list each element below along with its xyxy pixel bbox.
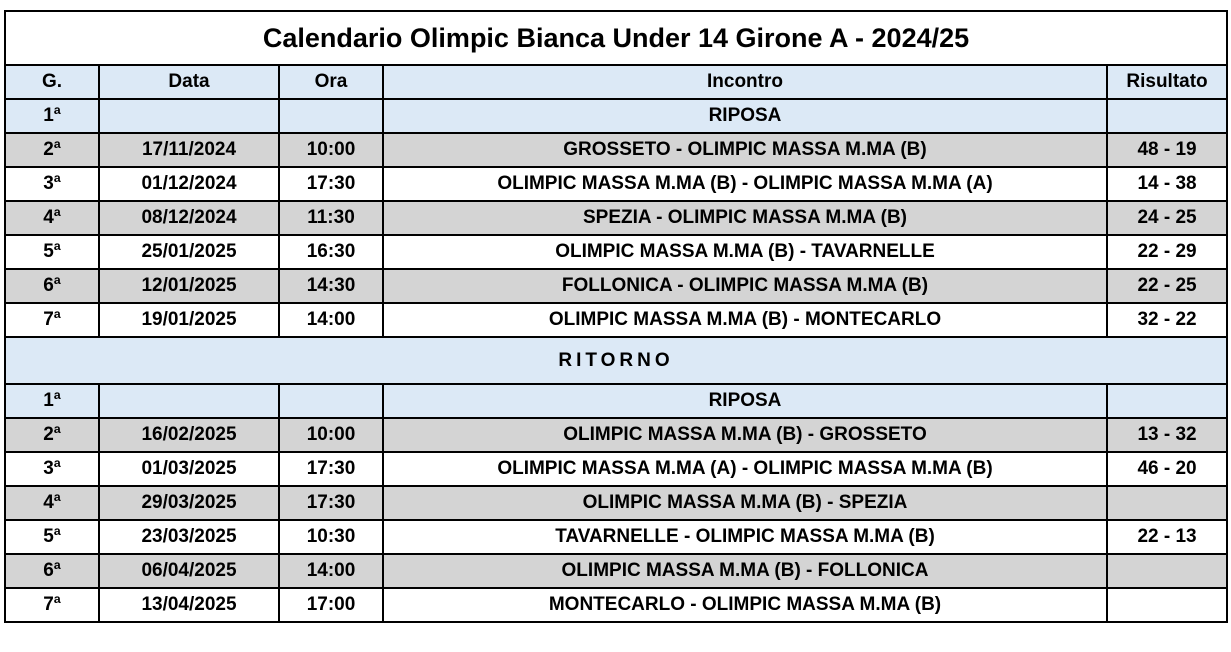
cell-data: 13/04/2025 — [99, 588, 279, 622]
cell-g: 3ª — [5, 167, 99, 201]
cell-risultato: 24 - 25 — [1107, 201, 1227, 235]
page-title: Calendario Olimpic Bianca Under 14 Girone A - 2024/25 — [5, 11, 1227, 65]
cell-data: 16/02/2025 — [99, 418, 279, 452]
cell-ora: 17:00 — [279, 588, 383, 622]
cell-g: 1ª — [5, 384, 99, 418]
cell-incontro: FOLLONICA - OLIMPIC MASSA M.MA (B) — [383, 269, 1107, 303]
header-ora: Ora — [279, 65, 383, 99]
cell-incontro: SPEZIA - OLIMPIC MASSA M.MA (B) — [383, 201, 1107, 235]
cell-risultato: 48 - 19 — [1107, 133, 1227, 167]
cell-risultato: 32 - 22 — [1107, 303, 1227, 337]
cell-incontro: RIPOSA — [383, 384, 1107, 418]
table-row — [5, 418, 1227, 452]
cell-data: 19/01/2025 — [99, 303, 279, 337]
cell-ora: 10:00 — [279, 133, 383, 167]
cell-g: 4ª — [5, 486, 99, 520]
cell-ora: 11:30 — [279, 201, 383, 235]
header-incontro: Incontro — [383, 65, 1107, 99]
cell-risultato — [1107, 486, 1227, 520]
cell-risultato — [1107, 588, 1227, 622]
table-row — [5, 235, 1227, 269]
header-data: Data — [99, 65, 279, 99]
cell-g: 4ª — [5, 201, 99, 235]
cell-data: 01/12/2024 — [99, 167, 279, 201]
table-row — [5, 588, 1227, 622]
cell-g: 1ª — [5, 99, 99, 133]
cell-g: 5ª — [5, 235, 99, 269]
cell-risultato — [1107, 99, 1227, 133]
cell-ora — [279, 99, 383, 133]
table-row — [5, 384, 1227, 418]
section-row — [5, 337, 1227, 384]
cell-ora: 17:30 — [279, 452, 383, 486]
cell-incontro: OLIMPIC MASSA M.MA (B) - TAVARNELLE — [383, 235, 1107, 269]
cell-data: 12/01/2025 — [99, 269, 279, 303]
cell-data: 17/11/2024 — [99, 133, 279, 167]
cell-ora: 16:30 — [279, 235, 383, 269]
table-row — [5, 486, 1227, 520]
cell-risultato — [1107, 554, 1227, 588]
cell-ora: 17:30 — [279, 486, 383, 520]
cell-ora: 14:00 — [279, 554, 383, 588]
cell-ora: 14:30 — [279, 269, 383, 303]
cell-data — [99, 99, 279, 133]
cell-risultato: 13 - 32 — [1107, 418, 1227, 452]
cell-risultato: 22 - 29 — [1107, 235, 1227, 269]
cell-risultato: 46 - 20 — [1107, 452, 1227, 486]
table-row — [5, 520, 1227, 554]
table-row — [5, 133, 1227, 167]
cell-incontro: OLIMPIC MASSA M.MA (B) - OLIMPIC MASSA M.MA (A) — [383, 167, 1107, 201]
cell-data: 08/12/2024 — [99, 201, 279, 235]
header-risultato: Risultato — [1107, 65, 1227, 99]
header-row — [5, 65, 1227, 99]
cell-risultato — [1107, 384, 1227, 418]
cell-ora: 10:00 — [279, 418, 383, 452]
cell-incontro: MONTECARLO - OLIMPIC MASSA M.MA (B) — [383, 588, 1107, 622]
cell-risultato: 22 - 25 — [1107, 269, 1227, 303]
schedule-sheet — [4, 10, 1226, 623]
schedule-table — [4, 10, 1228, 623]
cell-incontro: GROSSETO - OLIMPIC MASSA M.MA (B) — [383, 133, 1107, 167]
table-row — [5, 303, 1227, 337]
title-row — [5, 11, 1227, 65]
cell-ora — [279, 384, 383, 418]
cell-ora: 17:30 — [279, 167, 383, 201]
cell-g: 6ª — [5, 269, 99, 303]
cell-g: 2ª — [5, 133, 99, 167]
cell-incontro: OLIMPIC MASSA M.MA (A) - OLIMPIC MASSA M.MA (B) — [383, 452, 1107, 486]
cell-g: 7ª — [5, 303, 99, 337]
cell-g: 6ª — [5, 554, 99, 588]
cell-data: 01/03/2025 — [99, 452, 279, 486]
cell-incontro: OLIMPIC MASSA M.MA (B) - GROSSETO — [383, 418, 1107, 452]
cell-ora: 10:30 — [279, 520, 383, 554]
cell-g: 2ª — [5, 418, 99, 452]
cell-g: 7ª — [5, 588, 99, 622]
table-row — [5, 269, 1227, 303]
cell-data: 25/01/2025 — [99, 235, 279, 269]
cell-risultato: 22 - 13 — [1107, 520, 1227, 554]
table-row — [5, 201, 1227, 235]
cell-data: 06/04/2025 — [99, 554, 279, 588]
cell-incontro: RIPOSA — [383, 99, 1107, 133]
cell-g: 3ª — [5, 452, 99, 486]
table-row — [5, 167, 1227, 201]
cell-data: 23/03/2025 — [99, 520, 279, 554]
cell-ora: 14:00 — [279, 303, 383, 337]
table-row — [5, 554, 1227, 588]
cell-incontro: TAVARNELLE - OLIMPIC MASSA M.MA (B) — [383, 520, 1107, 554]
cell-data — [99, 384, 279, 418]
cell-g: 5ª — [5, 520, 99, 554]
cell-data: 29/03/2025 — [99, 486, 279, 520]
cell-risultato: 14 - 38 — [1107, 167, 1227, 201]
cell-incontro: OLIMPIC MASSA M.MA (B) - FOLLONICA — [383, 554, 1107, 588]
cell-incontro: OLIMPIC MASSA M.MA (B) - SPEZIA — [383, 486, 1107, 520]
cell-incontro: OLIMPIC MASSA M.MA (B) - MONTECARLO — [383, 303, 1107, 337]
table-row — [5, 452, 1227, 486]
section-label-ritorno: RITORNO — [5, 337, 1227, 384]
header-g: G. — [5, 65, 99, 99]
table-row — [5, 99, 1227, 133]
